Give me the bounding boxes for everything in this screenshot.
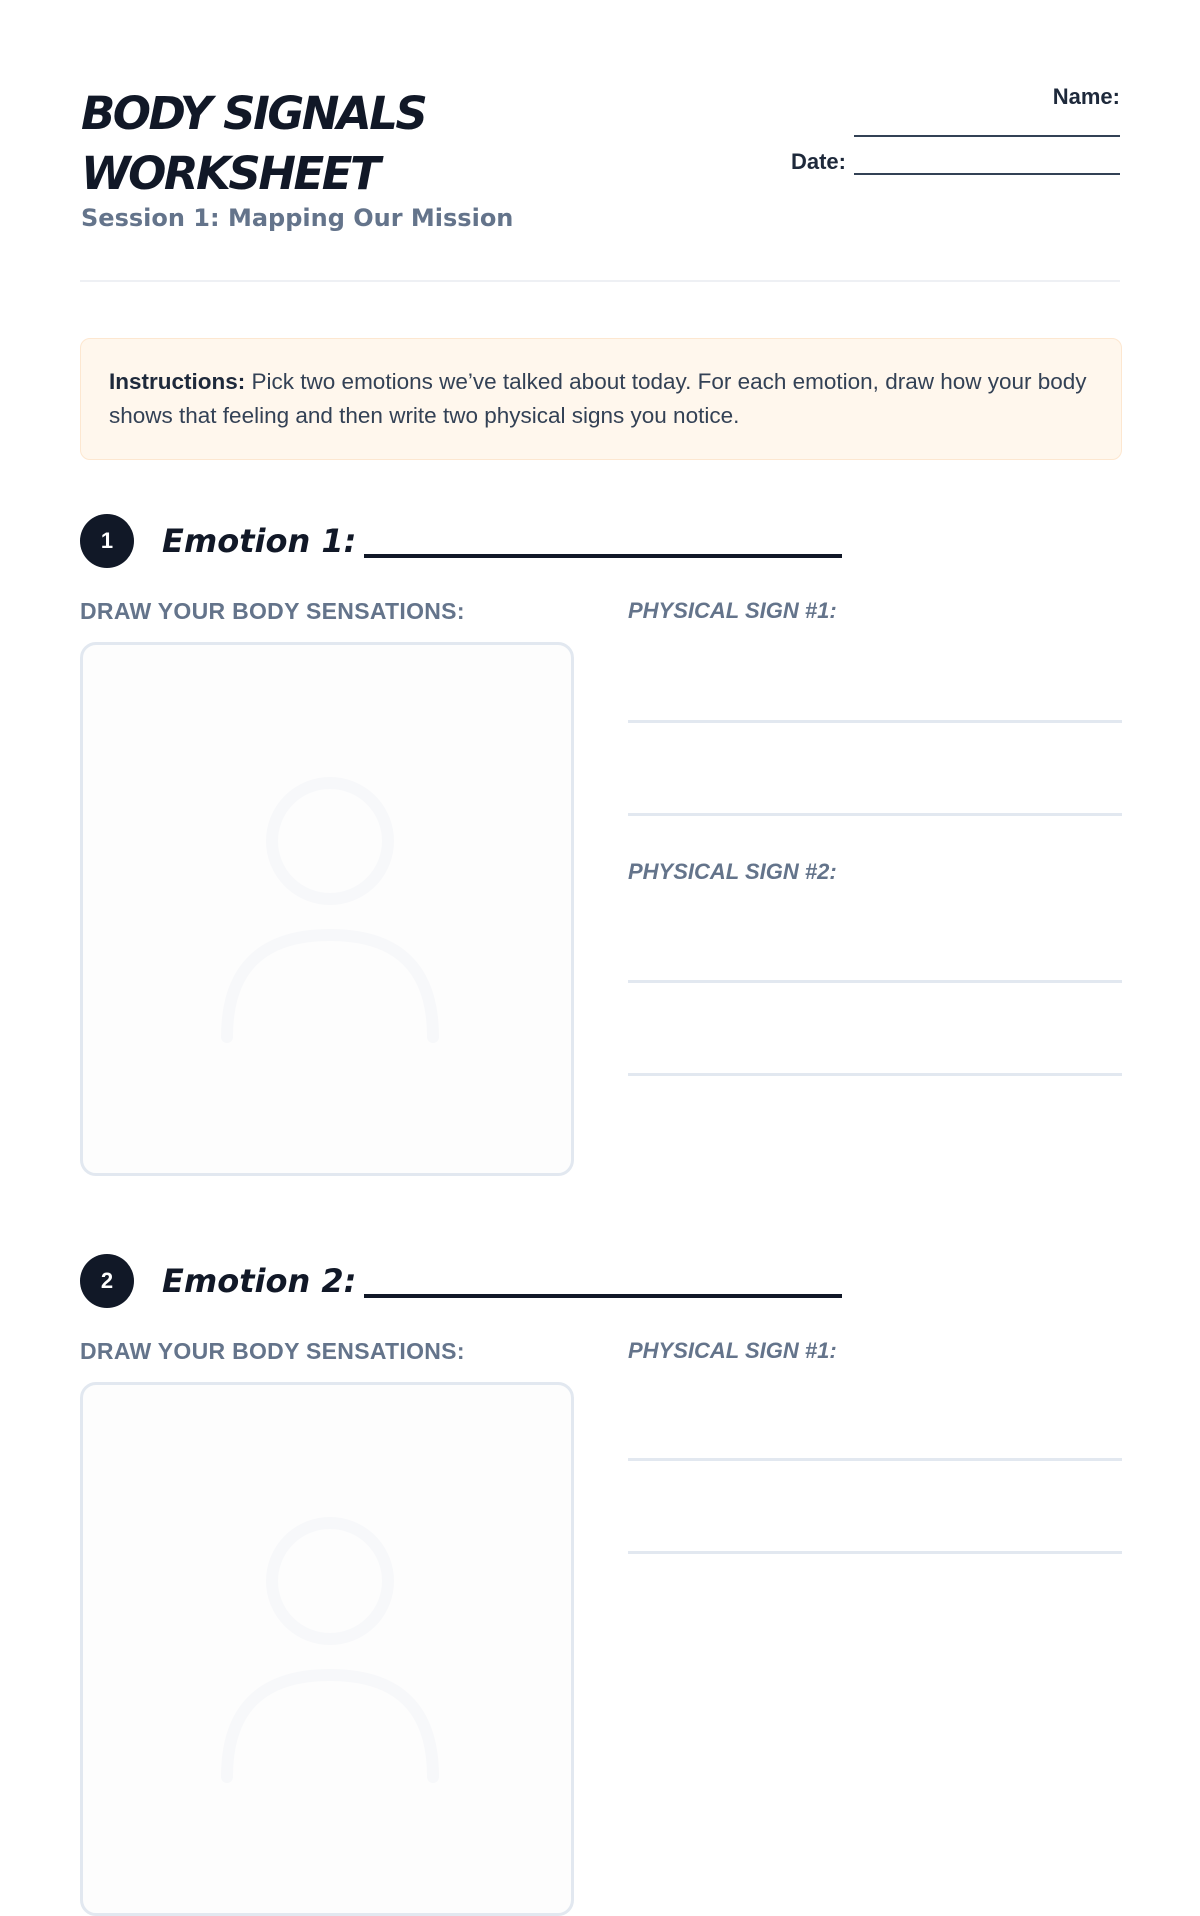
physical-sign-2-line-2[interactable]	[628, 1073, 1122, 1076]
section-number-badge: 1	[80, 514, 134, 568]
physical-sign-2-line-1[interactable]	[628, 980, 1122, 983]
person-outline-icon	[213, 1515, 447, 1787]
name-date-block	[791, 83, 1120, 175]
physical-sign-1-line-2[interactable]	[628, 1551, 1122, 1554]
draw-label: DRAW YOUR BODY SENSATIONS:	[80, 598, 465, 624]
title-block	[81, 84, 561, 204]
physical-sign-1-label: PHYSICAL SIGN #1:	[628, 1338, 837, 1363]
drawing-area[interactable]	[80, 642, 574, 1176]
physical-sign-1-line-1[interactable]	[628, 720, 1122, 723]
draw-label: DRAW YOUR BODY SENSATIONS:	[80, 1338, 465, 1364]
emotion-heading	[80, 514, 842, 568]
person-outline-icon	[213, 775, 447, 1047]
emotion-name-field[interactable]	[364, 530, 842, 558]
physical-sign-1-line-1[interactable]	[628, 1458, 1122, 1461]
date-label: Date:	[790, 149, 846, 174]
instructions-box	[80, 338, 1122, 460]
name-label: Name:	[1052, 84, 1120, 109]
page-title: BODY SIGNALS WORKSHEET	[81, 87, 426, 200]
emotion-name-field[interactable]	[364, 1270, 842, 1298]
header-divider	[80, 280, 1120, 282]
name-field[interactable]	[854, 115, 1120, 137]
instructions-label: Instructions:	[109, 369, 246, 394]
instructions-text: Pick two emotions we’ve talked about today. For each emotion, draw how your body shows that feeling and then write two physical signs you notice.	[109, 369, 1087, 428]
emotion-label: Emotion 1:	[162, 522, 357, 560]
date-field[interactable]	[854, 153, 1120, 175]
emotion-heading	[80, 1254, 842, 1308]
date-row	[791, 149, 1120, 175]
emotion-section-1	[80, 514, 1122, 1204]
drawing-area[interactable]	[80, 1382, 574, 1916]
section-number-badge: 2	[80, 1254, 134, 1308]
session-subtitle: Session 1: Mapping Our Mission	[81, 204, 514, 232]
emotion-label: Emotion 2:	[162, 1262, 357, 1300]
physical-sign-2-label: PHYSICAL SIGN #2:	[628, 859, 837, 884]
emotion-section-2	[80, 1254, 1122, 1600]
physical-sign-1-label: PHYSICAL SIGN #1:	[628, 598, 837, 623]
physical-sign-1-line-2[interactable]	[628, 813, 1122, 816]
